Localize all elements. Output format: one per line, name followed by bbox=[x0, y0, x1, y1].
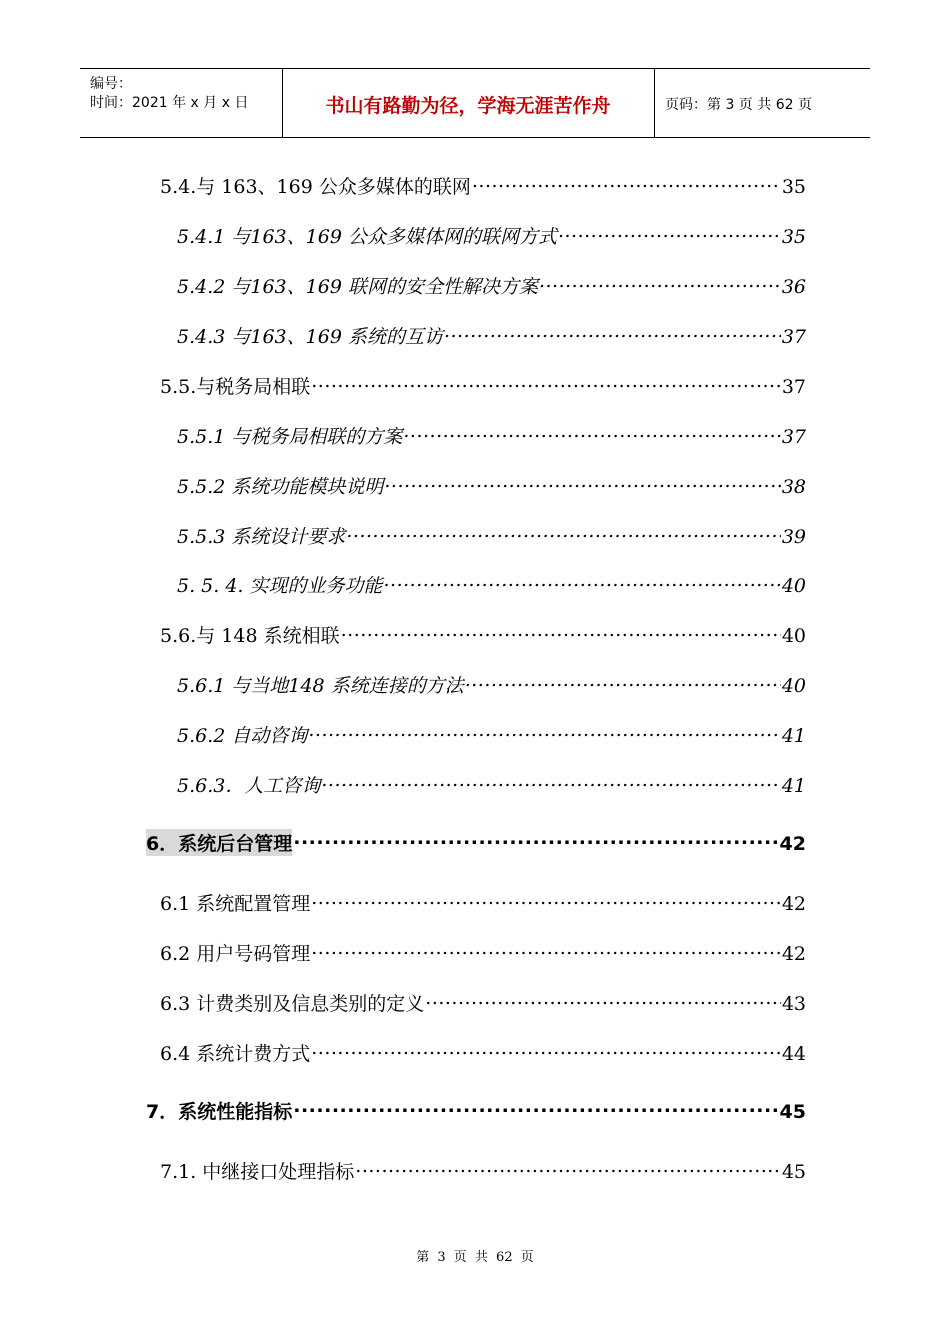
toc-leader-dots bbox=[293, 829, 778, 850]
toc-entry-page: 44 bbox=[781, 1043, 806, 1065]
toc-entry-page: 40 bbox=[781, 675, 806, 697]
toc-entry-page: 40 bbox=[781, 625, 806, 647]
toc-entry-page: 40 bbox=[781, 575, 806, 597]
toc-entry-6-2[interactable] bbox=[160, 939, 806, 966]
header-motto: 书山有路勤为径，学海无涯苦作舟 bbox=[325, 95, 611, 117]
toc-entry-page: 39 bbox=[781, 526, 806, 548]
toc-entry-6-4[interactable] bbox=[160, 1039, 806, 1066]
toc-entry-5-5-2[interactable] bbox=[177, 472, 806, 499]
header-meta-cell bbox=[80, 69, 283, 137]
toc-leader-dots bbox=[311, 372, 781, 393]
toc-entry-label: 5.4.1 与163、169 公众多媒体网的联网方式 bbox=[177, 226, 557, 248]
toc-entry-5-6-2[interactable] bbox=[177, 721, 806, 748]
toc-entry-label: 7.1. 中继接口处理指标 bbox=[160, 1161, 355, 1183]
toc-entry-label: 6.1 系统配置管理 bbox=[160, 893, 311, 915]
toc-entry-label: 5.5.2 系统功能模块说明 bbox=[177, 476, 384, 498]
toc-entry-5-5-1[interactable] bbox=[177, 422, 806, 449]
toc-entry-label: 5.6.3．人工咨询 bbox=[177, 775, 321, 797]
toc-leader-dots bbox=[444, 322, 781, 343]
toc-entry-5-6-3[interactable] bbox=[177, 771, 806, 798]
header-page-cell bbox=[655, 69, 870, 137]
toc-entry-label: 5.6.与 148 系统相联 bbox=[160, 625, 340, 647]
toc-entry-6-3[interactable] bbox=[160, 989, 806, 1016]
toc-leader-dots bbox=[425, 989, 781, 1010]
toc-entry-label: 7．系统性能指标 bbox=[146, 1101, 293, 1123]
toc-entry-7[interactable] bbox=[146, 1097, 806, 1124]
toc-leader-dots bbox=[308, 721, 780, 742]
toc-leader-dots bbox=[355, 1157, 781, 1178]
toc-leader-dots bbox=[311, 1039, 781, 1060]
toc-leader-dots bbox=[539, 272, 781, 293]
toc-entry-page: 45 bbox=[781, 1161, 806, 1183]
toc-entry-page: 42 bbox=[779, 833, 806, 855]
toc-entry-label: 5.5.与税务局相联 bbox=[160, 376, 311, 398]
toc-entry-5-4[interactable] bbox=[160, 172, 806, 199]
toc-entry-label: 5. 5. 4. 实现的业务功能 bbox=[177, 575, 383, 597]
toc-leader-dots bbox=[384, 571, 781, 592]
toc-entry-page: 36 bbox=[781, 276, 806, 298]
toc-entry-label: 6.3 计费类别及信息类别的定义 bbox=[160, 993, 425, 1015]
header-page-info: 页码：第 3 页 共 62 页 bbox=[665, 97, 812, 113]
header-motto-cell bbox=[282, 69, 655, 137]
toc-entry-7-1[interactable] bbox=[160, 1157, 806, 1184]
toc-entry-5-5-4[interactable] bbox=[177, 571, 806, 598]
document-number-label: 编号： bbox=[90, 76, 132, 92]
toc-entry-label: 5.5.1 与税务局相联的方案 bbox=[177, 426, 403, 448]
toc-entry-page: 41 bbox=[781, 775, 806, 797]
toc-leader-dots bbox=[293, 1097, 778, 1118]
toc-entry-page: 35 bbox=[781, 176, 806, 198]
toc-leader-dots bbox=[472, 172, 781, 193]
toc-leader-dots bbox=[311, 939, 781, 960]
document-time-label: 时间：2021 年 x 月 x 日 bbox=[90, 95, 249, 111]
page-header bbox=[80, 68, 870, 138]
toc-entry-label: 5.5.3 系统设计要求 bbox=[177, 526, 346, 548]
toc-entry-page: 41 bbox=[781, 725, 806, 747]
toc-leader-dots bbox=[403, 422, 780, 443]
page-footer: 第 3 页 共 62 页 bbox=[416, 1250, 534, 1265]
toc-entry-page: 35 bbox=[781, 226, 806, 248]
toc-entry-page: 38 bbox=[781, 476, 806, 498]
toc-entry-5-5-3[interactable] bbox=[177, 522, 806, 549]
toc-entry-5-5[interactable] bbox=[160, 372, 806, 399]
toc-leader-dots bbox=[384, 472, 780, 493]
toc-entry-5-6-1[interactable] bbox=[177, 671, 806, 698]
toc-leader-dots bbox=[341, 621, 781, 642]
toc-entry-label: 5.6.2 自动咨询 bbox=[177, 725, 308, 747]
toc-entry-label: 6.4 系统计费方式 bbox=[160, 1043, 311, 1065]
toc-entry-5-4-1[interactable] bbox=[177, 222, 806, 249]
toc-leader-dots bbox=[321, 771, 780, 792]
toc-entry-6[interactable] bbox=[146, 829, 806, 856]
toc-entry-page: 42 bbox=[781, 943, 806, 965]
toc-entry-label: 5.4.与 163、169 公众多媒体的联网 bbox=[160, 176, 471, 198]
toc-entry-page: 42 bbox=[781, 893, 806, 915]
toc-entry-label: 5.4.2 与163、169 联网的安全性解决方案 bbox=[177, 276, 538, 298]
toc-entry-page: 43 bbox=[781, 993, 806, 1015]
toc-entry-label: 5.6.1 与当地148 系统连接的方法 bbox=[177, 675, 464, 697]
toc-leader-dots bbox=[558, 222, 781, 243]
toc-entry-label: 6.2 用户号码管理 bbox=[160, 943, 311, 965]
toc-entry-5-4-2[interactable] bbox=[177, 272, 806, 299]
toc-leader-dots bbox=[311, 889, 781, 910]
toc-entry-page: 45 bbox=[779, 1101, 806, 1123]
toc-entry-page: 37 bbox=[781, 426, 806, 448]
toc-entry-5-6[interactable] bbox=[160, 621, 806, 648]
toc-leader-dots bbox=[346, 522, 780, 543]
toc-entry-5-4-3[interactable] bbox=[177, 322, 806, 349]
toc-entry-page: 37 bbox=[781, 376, 806, 398]
toc-leader-dots bbox=[465, 671, 781, 692]
toc-entry-6-1[interactable] bbox=[160, 889, 806, 916]
toc-entry-label: 5.4.3 与163、169 系统的互访 bbox=[177, 326, 443, 348]
toc-entry-label: 6．系统后台管理 bbox=[146, 829, 292, 856]
toc-entry-page: 37 bbox=[781, 326, 806, 348]
